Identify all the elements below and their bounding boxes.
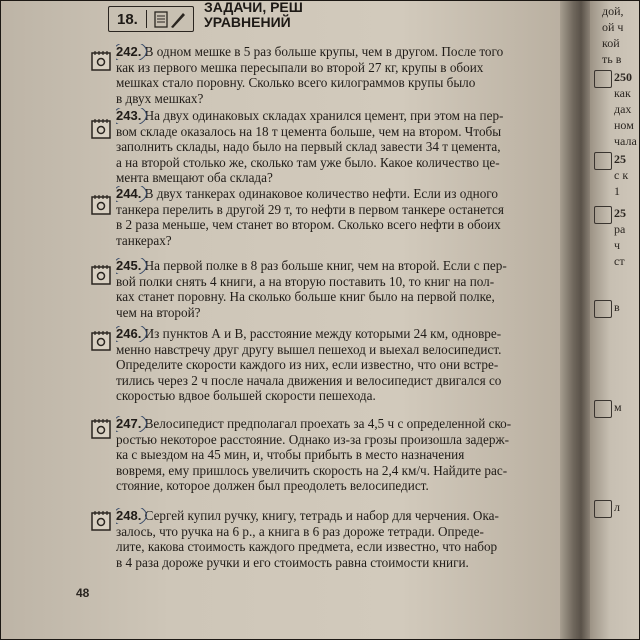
right-page-text: ст	[614, 254, 625, 268]
section-number: 18.	[117, 10, 138, 28]
notepad-icon	[90, 194, 112, 216]
right-page-text: ть в	[602, 52, 622, 66]
right-page-text: ра	[614, 222, 626, 236]
notepad-icon	[594, 300, 612, 318]
right-page-text: 250	[614, 70, 632, 84]
right-page-text: 1	[614, 184, 620, 198]
section-badge	[108, 6, 194, 32]
notepad-icon	[90, 50, 112, 72]
notepad-icon	[90, 264, 112, 286]
left-page: 18. ЗАДАЧИ, РЕШ УРАВНЕНИЙ 242. В одном мешке в 5 раз больше крупы, чем в другом. После того как из первого мешка пересыпали во второй 27 кг, крупы в обоих мешках стало поровну. Сколько всего килограммов крупы было в двух мешках? 243. На двух одинаковых складах хранился цемент, при этом на пер- вом складе оказалось на 18 т цемента больше, чем на втором. Чтобы заполнить склады, надо было на первый склад завести 34 т цемента, а на второй столько же, сколько там уже было. Какое количество це- мента вмещают оба склада? 244. В двух танкерах одинаковое количество нефти. Если из одного танкера перелить в другой 29 т, то нефти в первом танкере останется в 2 раза меньше, чем станет во втором. Сколько всего нефти в обоих танкерах? 245. На первой полке в 8 раз больше книг, чем на второй. Если с пер- вой полки снять 4 книги, а на вторую поставить 10, то книг на пол- ках станет поровну. На сколько больше книг было на первой полке, чем на второй? 246. Из пунктов А и В, расстояние между которыми 24 км, одновре- менно навстречу друг другу вышел пешеход и выехал велосипедист. Определите скорости каждого из них, если известно, что они встре- тились через 2 ч после начала движения и велосипедист двигался со скоростью вдвое большей скорости пешехода. 247. Велосипедист предполагал проехать за 4,5 ч с определенной ско- ростью некоторое расстояние. Однако из-за грозы произошла задерж- ка с выездом на 45 мин, и, чтобы прибыть в место назначения вовремя, ему пришлось увеличить скорость на 2,4 км/ч. Найдите рас- стояние, которое должен был преодолеть велосипедист. 248. Сергей купил ручку, книгу, тетрадь и набор для черчения. Ока- залось, что ручка на 6 р., а книга в 6 раз дороже тетради. Опреде- лите, какова стоимость каждого предмета, если известно, что набор в 4 раза дороже ручки и его стоимость равна стоимости книги. 48	[0, 0, 572, 640]
notepad-icon	[90, 418, 112, 440]
problem-number: 242.	[116, 44, 142, 59]
right-page-text: кой	[602, 36, 620, 50]
right-page	[590, 0, 640, 640]
right-page-text: 25	[614, 152, 626, 166]
right-page-text: дах	[614, 102, 632, 116]
notepad-icon	[90, 118, 112, 140]
problem-number: 245.	[116, 258, 142, 273]
right-page-text: м	[614, 400, 622, 414]
right-page-text: с к	[614, 168, 629, 182]
notepad-icon	[594, 500, 612, 518]
notepad-icon	[594, 152, 612, 170]
notepad-icon	[90, 330, 112, 352]
problem-number: 247.	[116, 416, 142, 431]
book-gutter	[560, 0, 590, 640]
right-page-text: чала	[614, 134, 637, 148]
page-number: 48	[76, 586, 90, 600]
notepad-icon	[594, 400, 612, 418]
problem-number: 248.	[116, 508, 142, 523]
notepad-icon	[594, 70, 612, 88]
notepad-icon	[90, 510, 112, 532]
right-page-text: л	[614, 500, 620, 514]
right-page-text: ном	[614, 118, 634, 132]
right-page-text: в	[614, 300, 620, 314]
right-page-text: ч	[614, 238, 621, 252]
right-page-text: 25	[614, 206, 626, 220]
notebook-pencil-icon	[153, 9, 187, 29]
notepad-icon	[594, 206, 612, 224]
right-page-text: дой,	[602, 4, 624, 18]
problem-number: 246.	[116, 326, 142, 341]
problem-number: 243.	[116, 108, 142, 123]
right-page-text: как	[614, 86, 631, 100]
section-title: ЗАДАЧИ, РЕШ УРАВНЕНИЙ	[204, 0, 303, 30]
problem-number: 244.	[116, 186, 142, 201]
right-page-text: ой ч	[602, 20, 624, 34]
